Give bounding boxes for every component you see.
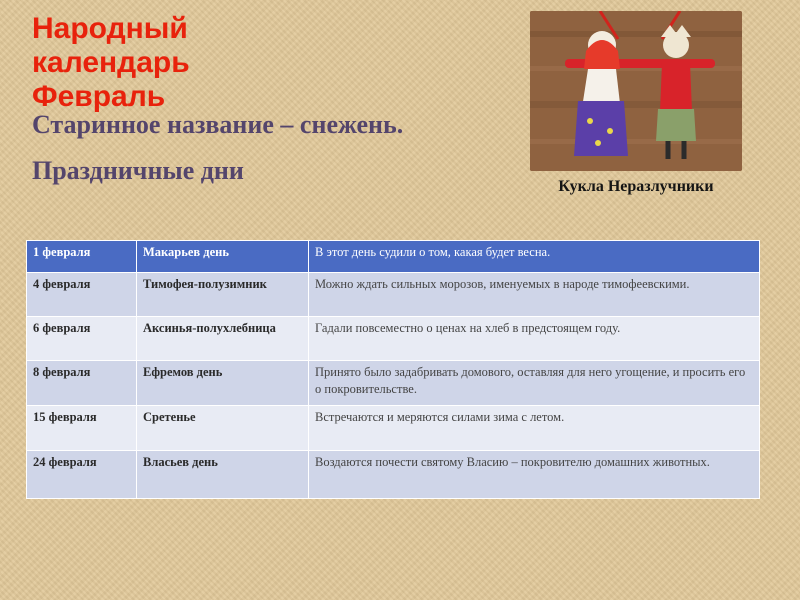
- dolls-illustration: [530, 11, 742, 171]
- table-row: [27, 406, 760, 451]
- cell-holiday-name: Тимофея-полузимник: [137, 273, 309, 317]
- table-row: [27, 273, 760, 317]
- cell-date: 15 февраля: [27, 406, 137, 451]
- cell-description: Гадали повсеместно о ценах на хлеб в предстоящем году.: [309, 317, 760, 361]
- cell-holiday-name: Власьев день: [137, 451, 309, 499]
- cell-holiday-name: Сретенье: [137, 406, 309, 451]
- cell-description: Можно ждать сильных морозов, именуемых в народе тимофеевскими.: [309, 273, 760, 317]
- cell-date: 24 февраля: [27, 451, 137, 499]
- cell-description: Принято было задабривать домового, оставляя для него угощение, и просить его о покровительстве.: [309, 361, 760, 406]
- cell-date: 4 февраля: [27, 273, 137, 317]
- cell-holiday-name: Макарьев день: [137, 241, 309, 273]
- holidays-table: [26, 240, 760, 499]
- cell-description: В этот день судили о том, какая будет весна.: [309, 241, 760, 273]
- title-line: Народный: [32, 12, 188, 45]
- old-name-text: Старинное название – снежень.: [32, 110, 404, 139]
- table-row: [27, 317, 760, 361]
- cell-date: 6 февраля: [27, 317, 137, 361]
- holidays-heading: Праздничные дни: [32, 156, 244, 185]
- table-row: [27, 451, 760, 499]
- cell-date: 8 февраля: [27, 361, 137, 406]
- slide-title: [32, 12, 190, 114]
- title-line: календарь: [32, 46, 190, 79]
- dolls-photo: [530, 11, 742, 171]
- cell-description: Встречаются и меряются силами зима с летом.: [309, 406, 760, 451]
- title-line-month: Февраль: [32, 80, 166, 113]
- table-row: [27, 361, 760, 406]
- cell-date: 1 февраля: [27, 241, 137, 273]
- table-header-row: [27, 241, 760, 273]
- cell-holiday-name: Аксинья-полухлебница: [137, 317, 309, 361]
- cell-description: Воздаются почести святому Власию – покровителю домашних животных.: [309, 451, 760, 499]
- photo-caption: Кукла Неразлучники: [558, 178, 714, 195]
- cell-holiday-name: Ефремов день: [137, 361, 309, 406]
